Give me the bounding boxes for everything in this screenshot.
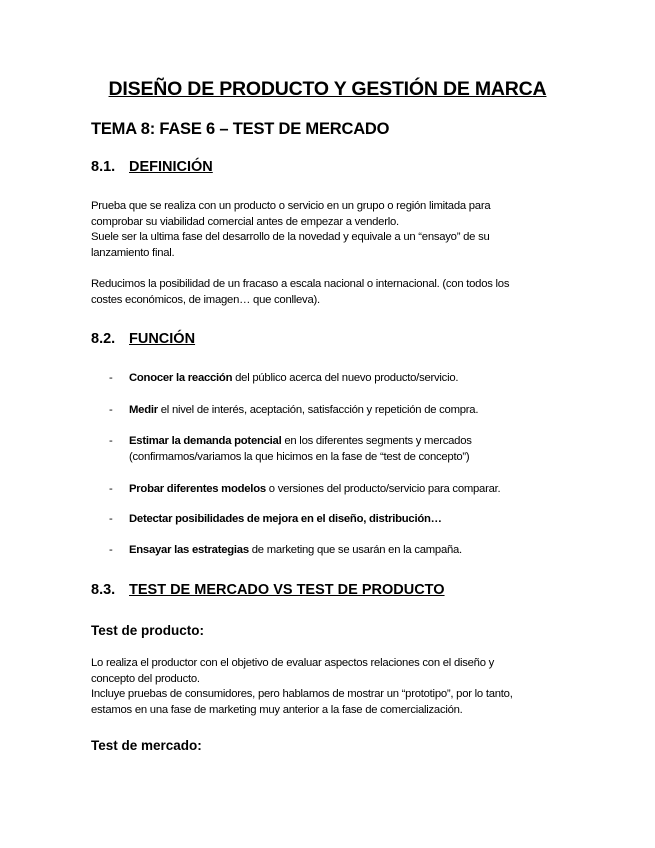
test-producto-paragraph [91, 656, 581, 718]
text-line: estamos en una fase de marketing muy anterior a la fase de comercialización. [91, 703, 463, 716]
section-heading-funcion [91, 331, 195, 347]
section-number: 8.2. [91, 331, 116, 347]
bullet-text [129, 434, 549, 465]
section-heading-definicion [91, 159, 213, 175]
bullet-dash: - [109, 435, 113, 447]
bullet-text [129, 482, 549, 498]
bullet-bold-text: Probar diferentes modelos [129, 483, 266, 495]
bullet-rest-text: el nivel de interés, aceptación, satisfacción y repetición de compra. [157, 404, 479, 416]
bullet-continuation-text: (confirmamos/variamos la que hicimos en la fase de “test de concepto”) [129, 450, 470, 463]
section-label: DEFINICIÓN [129, 159, 213, 175]
bullet-rest-text: en los diferentes segments y mercados [281, 435, 472, 447]
bullet-bold-text: Conocer la reacción [129, 372, 233, 384]
bullet-dash: - [109, 513, 113, 525]
bullet-text [129, 543, 549, 559]
bullet-dash: - [109, 404, 113, 416]
text-line: comprobar su viabilidad comercial antes de empezar a venderlo. [91, 215, 399, 228]
bullet-bold-text: Ensayar las estrategias [129, 544, 249, 556]
text-line: Incluye pruebas de consumidores, pero hablamos de mostrar un “prototipo”, por lo tanto, [91, 688, 513, 700]
bullet-text [129, 512, 549, 528]
text-line: costes económicos, de imagen… que conlleva). [91, 293, 320, 306]
text-line: Suele ser la ultima fase del desarrollo de la novedad y equivale a un “ensayo” de su [91, 231, 490, 243]
bullet-text [129, 403, 549, 419]
bullet-rest-text: o versiones del producto/servicio para comparar. [265, 483, 501, 495]
definicion-paragraph-2 [91, 277, 571, 308]
text-line: lanzamiento final. [91, 246, 175, 259]
section-number: 8.1. [91, 159, 116, 175]
section-label: TEST DE MERCADO VS TEST DE PRODUCTO [129, 582, 445, 598]
text-line: Lo realiza el productor con el objetivo de evaluar aspectos relaciones con el diseño y [91, 657, 495, 669]
bullet-bold-text: Estimar la demanda potencial [129, 435, 282, 447]
topic-heading: TEMA 8: FASE 6 – TEST DE MERCADO [91, 120, 390, 138]
text-line: Prueba que se realiza con un producto o servicio en un grupo o región limitada para [91, 200, 491, 212]
bullet-text [129, 371, 549, 387]
bullet-dash: - [109, 372, 113, 384]
definicion-paragraph-1 [91, 199, 571, 261]
bullet-bold-text: Medir [129, 404, 158, 416]
test-mercado-heading: Test de mercado: [91, 738, 202, 753]
bullet-dash: - [109, 544, 113, 556]
document-title: DISEÑO DE PRODUCTO Y GESTIÓN DE MARCA [108, 78, 547, 100]
bullet-rest-text: de marketing que se usarán en la campaña. [248, 544, 462, 556]
bullet-bold-text: Detectar posibilidades de mejora en el diseño, distribución… [129, 513, 442, 525]
section-number: 8.3. [91, 582, 116, 598]
text-line: concepto del producto. [91, 672, 200, 685]
section-heading-test-vs [91, 582, 445, 598]
bullet-dash: - [109, 483, 113, 495]
text-line: Reducimos la posibilidad de un fracaso a escala nacional o internacional. (con todos los [91, 278, 510, 290]
test-producto-heading: Test de producto: [91, 623, 204, 638]
section-label: FUNCIÓN [129, 331, 196, 347]
bullet-rest-text: del público acerca del nuevo producto/servicio. [232, 372, 459, 384]
